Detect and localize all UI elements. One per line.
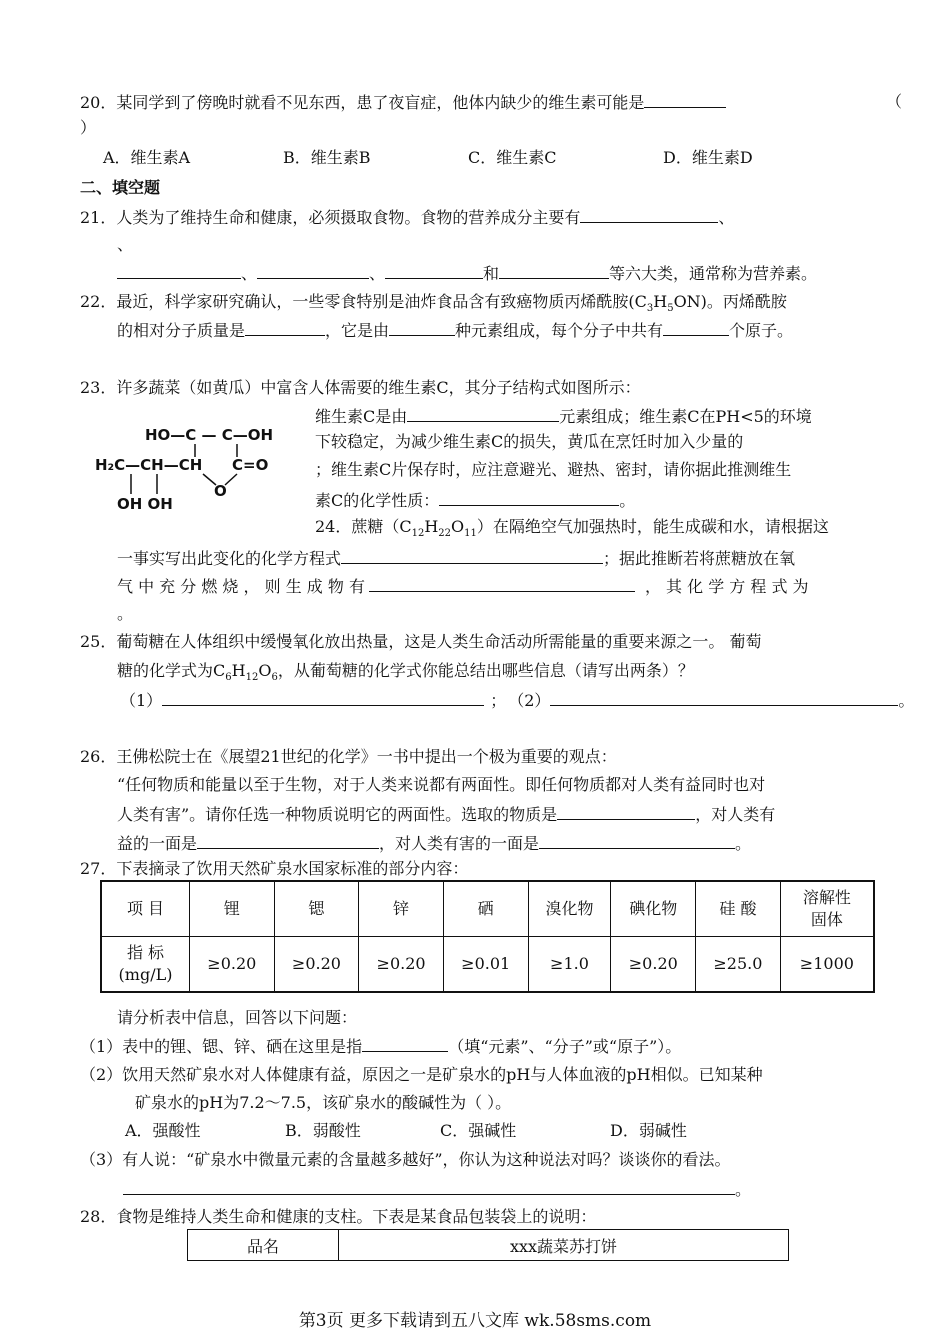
vitamin-c-structure	[95, 410, 300, 520]
table-cell: ≥0.20	[274, 937, 359, 993]
q21-blank-2[interactable]	[117, 262, 241, 279]
q27-option-d[interactable]: D．弱碱性	[610, 1121, 687, 1140]
table-cell: ≥0.20	[611, 937, 696, 993]
q21-stem: 21．人类为了维持生命和健康，必须摄取食物。食物的营养成分主要有 、	[80, 208, 735, 227]
table-header-cell: 锶	[274, 881, 359, 937]
table-header-cell: 锂	[190, 881, 275, 937]
q23-line4: ；维生素C片保存时，应注意避光、避热、密封，请你据此推测维生	[315, 460, 792, 479]
q25-line1: 25．葡萄糖在人体组织中缓慢氧化放出热量，这是人类生命活动所需能量的重要来源之一。 葡萄	[80, 632, 762, 651]
struct-row2-left: H₂C—CH—CH	[95, 456, 203, 474]
table-cell: ≥25.0	[696, 937, 781, 993]
q27-option-c[interactable]: C．强碱性	[440, 1121, 517, 1140]
table-cell: ≥1000	[780, 937, 874, 993]
q22-blank-elements[interactable]	[389, 319, 455, 336]
q26-blank-substance[interactable]	[557, 803, 695, 820]
q27-part2-line2: 矿泉水的pH为7.2～7.5，该矿泉水的酸碱性为（ ）。	[135, 1093, 512, 1112]
table-header-cell: 溴化物	[528, 881, 611, 937]
q27-blank-1[interactable]	[362, 1035, 448, 1052]
q23-blank-property[interactable]	[439, 489, 619, 506]
q27-intro: 27．下表摘录了饮用天然矿泉水国家标准的部分内容：	[80, 859, 469, 878]
q27-part2-line1: （2）饮用天然矿泉水对人体健康有益，原因之一是矿泉水的pH与人体血液的pH相似。已知某种	[80, 1065, 763, 1084]
struct-row3: OH OH	[117, 495, 173, 513]
q21-blank-5[interactable]	[499, 262, 609, 279]
q22-blank-mass[interactable]	[245, 319, 325, 336]
q26-line2: “任何物质和能量以至于生物，对于人类来说都有两面性。即任何物质都对人类有益同时也对	[117, 775, 766, 794]
q20-paren-open: （	[886, 92, 903, 111]
q24-line3: 气 中 充 分 燃 烧 ， 则 生 成 物 有 ， 其 化 学 方 程 式 为	[117, 577, 809, 596]
q21-blank-4[interactable]	[385, 262, 483, 279]
q22-line1: 22．最近，科学家研究确认，一些零食特别是油炸食品含有致癌物质丙烯酰胺$(C_3H_5ON)$。丙烯酰胺	[80, 292, 787, 315]
table-cell-value: xxx蔬菜苏打饼	[339, 1230, 789, 1261]
q26-blank-harm[interactable]	[539, 832, 735, 849]
table-header-cell: 项 目	[101, 881, 190, 937]
q20-option-b[interactable]: B．维生素B	[283, 148, 371, 167]
table-cell-label: 品名	[188, 1230, 339, 1261]
q24-line4: 。	[117, 604, 134, 623]
q21-blank-3[interactable]	[257, 262, 369, 279]
q26-line4: 益的一面是 ，对人类有害的一面是 。	[117, 834, 752, 853]
q22-blank-atoms[interactable]	[663, 319, 729, 336]
table-header-cell: 碘化物	[611, 881, 696, 937]
food-label-table	[187, 1229, 789, 1261]
table-header-row	[101, 881, 874, 937]
q20-option-d[interactable]: D．维生素D	[663, 148, 753, 167]
q25-answers: （1） ； （2） 。	[120, 691, 915, 710]
q20-answer-blank[interactable]	[644, 91, 726, 108]
q25-blank-2[interactable]	[550, 689, 898, 706]
q24-line1: 24．蔗糖$(C_{12}H_{22}O_{11})$在隔绝空气加强热时，能生成碳和水，请根据这	[315, 517, 829, 540]
table-cell: ≥0.01	[443, 937, 528, 993]
table-cell: ≥0.20	[190, 937, 275, 993]
q27-part3-answer: 。	[123, 1178, 751, 1201]
q27-part1: （1）表中的锂、锶、锌、硒在这里是指 （填“元素”、“分子”或“原子”）。	[80, 1037, 682, 1056]
q27-blank-3[interactable]	[123, 1178, 735, 1195]
table-header-cell: 硒	[443, 881, 528, 937]
table-header-cell: 锌	[359, 881, 444, 937]
q25-line2: 糖的化学式为$C_6H_{12}O_6$，从葡萄糖的化学式你能总结出哪些信息（请写出两条）？	[117, 661, 694, 684]
q23-line3: 下较稳定，为减少维生素C的损失，黄瓜在烹饪时加入少量的	[315, 432, 744, 451]
q21-blank-1[interactable]	[580, 206, 718, 223]
q26-line1: 26．王佛松院士在《展望21世纪的化学》一书中提出一个极为重要的观点：	[80, 747, 617, 766]
q23-line2: 维生素C是由 元素组成；维生素C在PH<5的环境	[315, 407, 812, 426]
q21-sep: 、	[117, 235, 134, 254]
q22-line2: 的相对分子质量是 ，它是由 种元素组成，每个分子中共有 个原子。	[117, 321, 794, 340]
table-header-cell: 硅 酸	[696, 881, 781, 937]
table-row	[101, 937, 874, 993]
q26-line3: 人类有害”。请你任选一种物质说明它的两面性。选取的物质是 ，对人类有	[117, 805, 776, 824]
struct-ring-o: O	[214, 482, 227, 500]
q24-blank-equation[interactable]	[341, 547, 603, 564]
q27-option-b[interactable]: B．弱酸性	[285, 1121, 361, 1140]
q23-line5: 素C的化学性质： 。	[315, 491, 636, 510]
q20-option-a[interactable]: A．维生素A	[103, 148, 191, 167]
table-row	[188, 1230, 789, 1261]
section-title: 二、填空题	[80, 178, 161, 197]
q25-blank-1[interactable]	[162, 689, 484, 706]
q20-option-c[interactable]: C．维生素C	[468, 148, 557, 167]
table-cell: ≥1.0	[528, 937, 611, 993]
q27-ask: 请分析表中信息，回答以下问题：	[117, 1008, 358, 1027]
q27-part3: （3）有人说：“矿泉水中微量元素的含量越多越好”，你认为这种说法对吗？谈谈你的看法。	[80, 1150, 731, 1169]
struct-row1: HO—C — C—OH	[145, 426, 274, 444]
q26-blank-benefit[interactable]	[197, 832, 379, 849]
q24-line2: 一事实写出此变化的化学方程式 ；据此推断若将蔗糖放在氧	[117, 549, 796, 568]
q27-option-a[interactable]: A．强酸性	[125, 1121, 201, 1140]
q23-line1: 23．许多蔬菜（如黄瓜）中富含人体需要的维生素C，其分子结构式如图所示：	[80, 378, 641, 397]
q24-blank-products[interactable]	[369, 575, 635, 592]
mineral-water-table	[100, 880, 875, 993]
table-row-label: 指 标 (mg/L)	[101, 937, 190, 993]
q23-blank-elements[interactable]	[407, 405, 559, 422]
page-footer: 第3页 更多下载请到五八文库 wk.58sms.com	[298, 1311, 652, 1331]
table-header-cell: 溶解性 固体	[780, 881, 874, 937]
struct-row2-right: C=O	[232, 456, 269, 474]
q20-paren-close: ）	[80, 118, 97, 137]
table-cell: ≥0.20	[359, 937, 444, 993]
q28-intro: 28．食物是维持人类生命和健康的支柱。下表是某食品包装袋上的说明：	[80, 1207, 597, 1226]
q20-stem: 20．某同学到了傍晚时就看不见东西，患了夜盲症，他体内缺少的维生素可能是	[80, 91, 726, 114]
q21-line2: 、 、 和 等六大类，通常称为营养素。	[117, 262, 817, 285]
